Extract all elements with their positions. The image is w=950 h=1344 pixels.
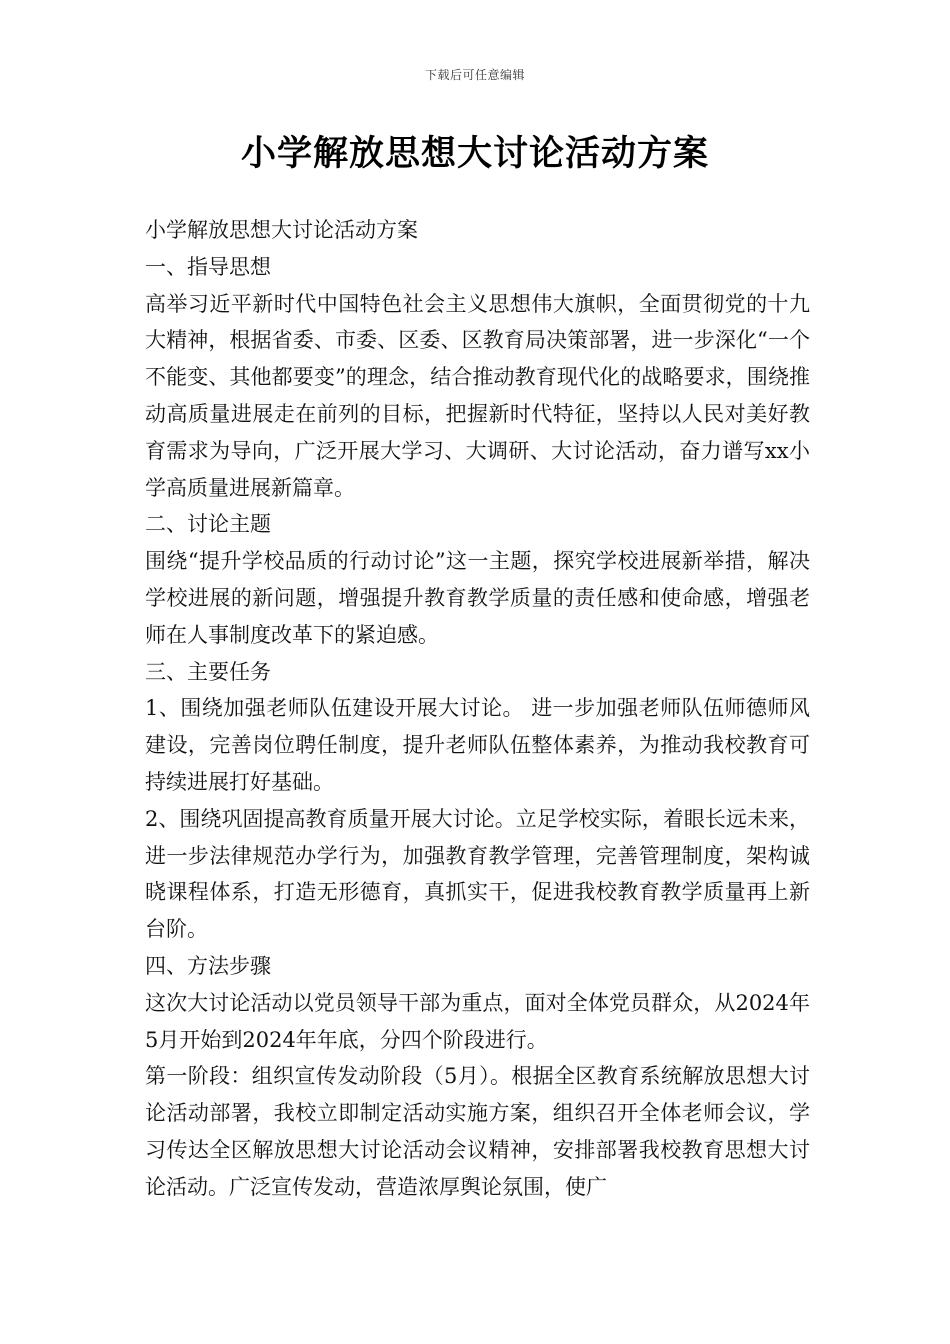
section-heading-theme: 二、讨论主题 bbox=[145, 512, 271, 537]
section-heading-tasks: 三、主要任务 bbox=[145, 659, 271, 684]
section-heading-guiding-thought: 一、指导思想 bbox=[145, 254, 271, 279]
section-heading-steps: 四、方法步骤 bbox=[145, 953, 271, 978]
document-title: 小学解放思想大讨论活动方案 bbox=[240, 133, 709, 174]
paragraph-theme: 围绕“提升学校品质的行动讨论”这一主题，探究学校进展新举措，解决学校进展的新问题，增强提升教育教学质量的责任感和使命感，增强老师在人事制度改革下的紧迫感。 bbox=[145, 549, 810, 647]
paragraph-guiding-thought: 高举习近平新时代中国特色社会主义思想伟大旗帜，全面贯彻党的十九大精神，根据省委、市委、区委、区教育局决策部署，进一步深化“一个不能变、其他都要变”的理念，结合推动教育现代化的战略要求，围绕推动高质量进展走在前列的目标，把握新时代特征，坚持以人民对美好教育需求为导向，广泛开展大学习、大调研、大讨论活动，奋力谱写xx小学高质量进展新篇章。 bbox=[145, 291, 810, 500]
paragraph-task-1: 1、围绕加强老师队伍建设开展大讨论。 进一步加强老师队伍师德师风建设，完善岗位聘任制度，提升老师队伍整体素养，为推动我校教育可持续进展打好基础。 bbox=[145, 696, 810, 794]
paragraph-task-2: 2、围绕巩固提高教育质量开展大讨论。立足学校实际，着眼长远未来，进一步法律规范办学行为，加强教育教学管理，完善管理制度，架构诚晓课程体系，打造无形德育，真抓实干，促进我校教育教学质量再上新台阶。 bbox=[145, 806, 810, 942]
paragraph-stage-1: 第一阶段：组织宣传发动阶段（5月）。根据全区教育系统解放思想大讨论活动部署，我校立即制定活动实施方案，组织召开全体老师会议，学习传达全区解放思想大讨论活动会议精神，安排部署我校教育思想大讨论活动。广泛宣传发动，营造浓厚舆论氛围，使广 bbox=[145, 1064, 810, 1199]
document-body bbox=[145, 212, 810, 1206]
paragraph-subtitle: 小学解放思想大讨论活动方案 bbox=[145, 218, 418, 242]
paragraph-steps-intro: 这次大讨论活动以党员领导干部为重点，面对全体党员群众，从2024年5月开始到2024年年底，分四个阶段进行。 bbox=[145, 990, 810, 1052]
header-note: 下载后可任意编辑 bbox=[424, 68, 525, 82]
